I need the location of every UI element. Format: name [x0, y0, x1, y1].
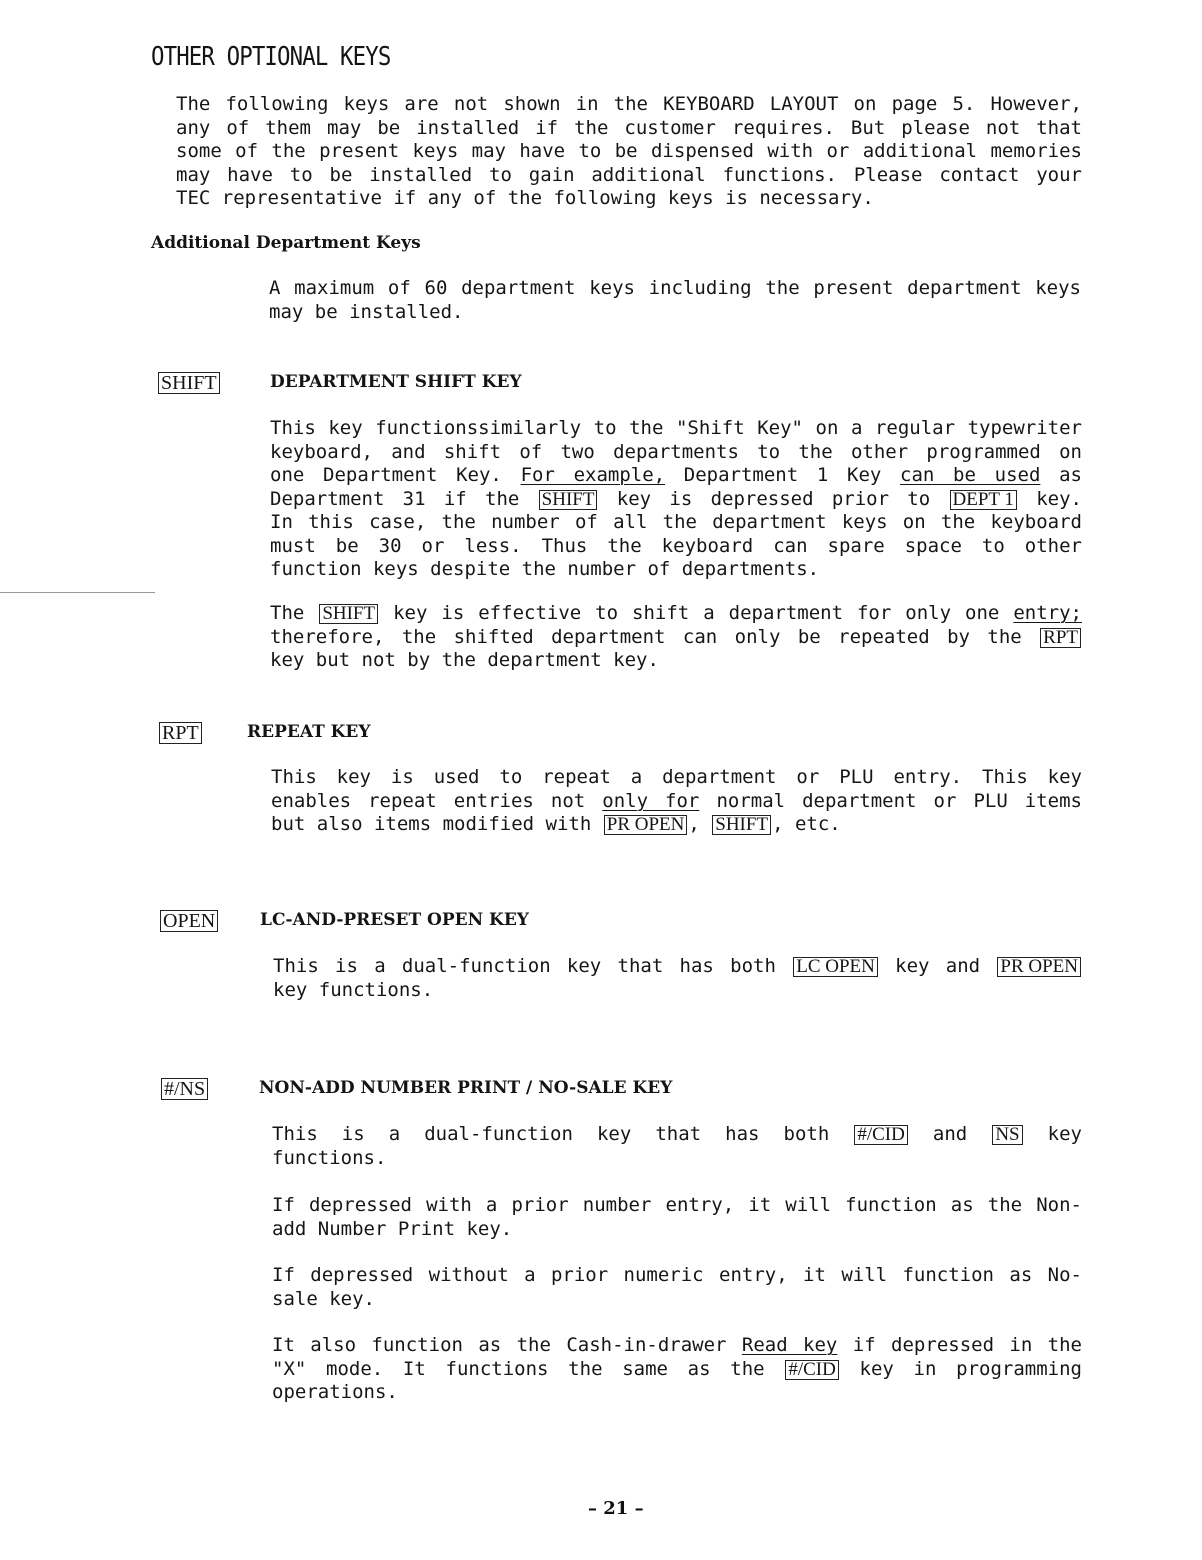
shift-line: must be 30 or less. Thus the keyboard can spare space to other: [270, 534, 1082, 557]
inline-key: SHIFT: [539, 490, 598, 510]
inline-key: SHIFT: [319, 604, 378, 624]
ns-line: operations.: [272, 1381, 398, 1403]
open-line: This is a dual-function key that has both LC OPEN key and PR OPEN: [273, 955, 1082, 979]
intro-line: TEC representative if any of the following keys is necessary.: [176, 187, 874, 209]
rpt-paragraph: [271, 766, 1082, 837]
scan-artifact-rule: [0, 592, 155, 593]
shift-key-label: SHIFT: [158, 372, 220, 394]
inline-key: DEPT 1: [950, 490, 1017, 510]
intro-line: any of them may be installed if the customer requires. But please not that: [176, 116, 1082, 139]
page-number: – 21 –: [588, 1498, 644, 1519]
inline-key: RPT: [1040, 628, 1081, 648]
inline-key: NS: [992, 1125, 1022, 1145]
inline-key: PR OPEN: [604, 815, 688, 835]
shift-line: In this case, the number of all the department keys on the keyboard: [270, 511, 1082, 533]
ns-paragraph-4: [272, 1334, 1082, 1405]
rpt-line: This key is used to repeat a department or PLU entry. This key: [271, 766, 1082, 788]
page-title: OTHER OPTIONAL KEYS: [151, 42, 391, 72]
shift-key-heading: DEPARTMENT SHIFT KEY: [270, 372, 522, 392]
ns-line: It also function as the Cash-in-drawer Read key if depressed in the: [272, 1334, 1082, 1356]
ns-line: If depressed with a prior number entry, it will function as the Non-: [272, 1194, 1082, 1216]
inline-key: SHIFT: [712, 815, 771, 835]
shift-line: Department 31 if the SHIFT key is depressed prior to DEPT 1 key.: [270, 487, 1082, 510]
additional-line: may be installed.: [269, 300, 464, 323]
open-key-heading: LC-AND-PRESET OPEN KEY: [260, 910, 529, 930]
shift-line: one Department Key. For example, Department 1 Key can be used as: [270, 464, 1082, 486]
ns-line: sale key.: [272, 1287, 375, 1310]
ns-paragraph-3: [272, 1264, 1082, 1311]
inline-key: #/CID: [785, 1360, 839, 1380]
inline-key: #/CID: [854, 1125, 908, 1145]
rpt-key-heading: REPEAT KEY: [247, 722, 371, 742]
open-paragraph: [273, 955, 1082, 1002]
shift-line: therefore, the shifted department can only be repeated by the RPT: [270, 626, 1082, 650]
shift-line: This key functionssimilarly to the "Shift Key" on a regular typewriter: [270, 417, 1082, 439]
shift-line: keyboard, and shift of two departments to the other programmed on: [270, 440, 1082, 463]
shift-paragraph-1: [270, 417, 1082, 582]
intro-line: may have to be installed to gain additional functions. Please contact your: [176, 163, 1082, 186]
intro-line: The following keys are not shown in the KEYBOARD LAYOUT on page 5. However,: [176, 93, 1082, 115]
intro-paragraph: [176, 93, 1082, 211]
ns-key-heading: NON-ADD NUMBER PRINT / NO-SALE KEY: [259, 1078, 673, 1098]
additional-line: A maximum of 60 department keys including the present department keys: [269, 277, 1081, 299]
intro-line: some of the present keys may have to be dispensed with or additional memories: [176, 140, 1082, 162]
rpt-line: but also items modified with PR OPEN , SHIFT , etc.: [271, 813, 841, 835]
ns-line: This is a dual-function key that has both #/CID and NS key: [272, 1123, 1082, 1145]
rpt-line: enables repeat entries not only for normal department or PLU items: [271, 789, 1083, 812]
ns-line: If depressed without a prior numeric entry, it will function as No-: [272, 1264, 1082, 1286]
shift-line: The SHIFT key is effective to shift a department for only one entry;: [270, 602, 1082, 624]
shift-paragraph-2: [270, 602, 1082, 673]
shift-line: key but not by the department key.: [270, 649, 659, 671]
open-line: key functions.: [273, 978, 434, 1001]
inline-key: LC OPEN: [793, 957, 878, 977]
ns-paragraph-2: [272, 1194, 1082, 1241]
open-key-label: OPEN: [160, 910, 218, 932]
additional-dept-heading: Additional Department Keys: [151, 233, 421, 253]
inline-key: PR OPEN: [997, 957, 1081, 977]
ns-key-label: #/NS: [161, 1078, 208, 1100]
rpt-key-label: RPT: [159, 722, 202, 744]
additional-dept-paragraph: [269, 277, 1081, 324]
ns-line: functions.: [272, 1146, 387, 1169]
shift-line: function keys despite the number of departments.: [270, 558, 820, 580]
ns-line: add Number Print key.: [272, 1217, 513, 1240]
ns-paragraph-1: [272, 1123, 1082, 1170]
ns-line: "X" mode. It functions the same as the #/CID key in programming: [272, 1357, 1082, 1380]
